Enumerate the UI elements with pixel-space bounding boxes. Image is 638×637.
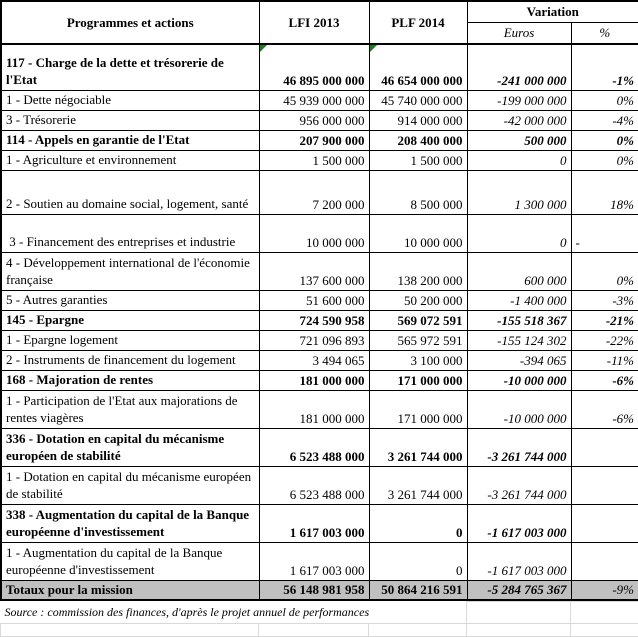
- lfi-2013-cell: 181 000 000: [259, 390, 369, 428]
- programme-label-cell: 1 - Augmentation du capital de la Banque européenne d'investissement: [1, 542, 259, 580]
- plf-2014-cell: 8 500 000: [369, 170, 467, 214]
- table-header: [1, 1, 638, 44]
- table-row: [1, 330, 638, 350]
- variation-euros-cell: -1 617 003 000: [467, 504, 571, 542]
- table-row: [1, 310, 638, 330]
- plf-2014-cell: 171 000 000: [369, 390, 467, 428]
- programme-label-cell: 114 - Appels en garantie de l'Etat: [1, 130, 259, 150]
- table-row: [1, 90, 638, 110]
- variation-pct-cell: -6%: [571, 390, 638, 428]
- variation-pct-cell: [571, 504, 638, 542]
- excel-error-marker-icon: [260, 45, 267, 52]
- col-header-pct: %: [571, 23, 638, 45]
- programme-label-cell: 1 - Epargne logement: [1, 330, 259, 350]
- programme-label-cell: 145 - Epargne: [1, 310, 259, 330]
- programme-label-cell: 5 - Autres garanties: [1, 290, 259, 310]
- programme-label-cell: 1 - Participation de l'Etat aux majorations de rentes viagères: [1, 390, 259, 428]
- plf-2014-cell: 565 972 591: [369, 330, 467, 350]
- plf-2014-cell: 1 500 000: [369, 150, 467, 170]
- variation-euros-cell: -5 284 765 367: [467, 580, 571, 600]
- variation-pct-cell: -: [571, 214, 638, 252]
- variation-euros-cell: 600 000: [467, 252, 571, 290]
- lfi-2013-cell: 46 895 000 000: [259, 44, 369, 90]
- plf-2014-cell: 3 100 000: [369, 350, 467, 370]
- plf-2014-cell: 171 000 000: [369, 370, 467, 390]
- plf-2014-cell: 50 200 000: [369, 290, 467, 310]
- programme-label-cell: 338 - Augmentation du capital de la Banque européenne d'investissement: [1, 504, 259, 542]
- programme-label-cell: 4 - Développement international de l'économie française: [1, 252, 259, 290]
- source-note: Source : commission des finances, d'après le projet annuel de performances: [1, 602, 467, 624]
- lfi-2013-cell: 6 523 488 000: [259, 428, 369, 466]
- table-row: [1, 542, 638, 580]
- variation-euros-cell: -3 261 744 000: [467, 428, 571, 466]
- empty-cell: [467, 602, 571, 624]
- programme-label-cell: 2 - Soutien au domaine social, logement, santé: [1, 170, 259, 214]
- lfi-2013-cell: 51 600 000: [259, 290, 369, 310]
- table-row: [1, 252, 638, 290]
- table-row: [1, 290, 638, 310]
- programme-label-cell: 2 - Instruments de financement du logement: [1, 350, 259, 370]
- variation-euros-cell: -10 000 000: [467, 370, 571, 390]
- col-header-euros: Euros: [467, 23, 571, 45]
- empty-cell: [467, 624, 571, 637]
- variation-pct-cell: [571, 542, 638, 580]
- lfi-2013-cell: 10 000 000: [259, 214, 369, 252]
- table-row: [1, 466, 638, 504]
- table-row: [1, 370, 638, 390]
- variation-pct-cell: [571, 466, 638, 504]
- lfi-2013-cell: 1 500 000: [259, 150, 369, 170]
- lfi-2013-cell: 56 148 981 958: [259, 580, 369, 600]
- programme-label-cell: 3 - Financement des entreprises et industrie: [1, 214, 259, 252]
- col-header-plf-2014: PLF 2014: [369, 1, 467, 44]
- plf-2014-cell: 138 200 000: [369, 252, 467, 290]
- variation-pct-cell: -1%: [571, 44, 638, 90]
- col-header-variation: Variation: [467, 1, 638, 23]
- excel-error-marker-icon: [370, 45, 377, 52]
- lfi-2013-cell: 956 000 000: [259, 110, 369, 130]
- lfi-2013-cell: 3 494 065: [259, 350, 369, 370]
- plf-2014-cell: 0: [369, 504, 467, 542]
- programme-label-cell: 1 - Agriculture et environnement: [1, 150, 259, 170]
- table-row: [1, 110, 638, 130]
- table-footer: [0, 601, 638, 637]
- lfi-2013-cell: 181 000 000: [259, 370, 369, 390]
- lfi-2013-cell: 1 617 003 000: [259, 542, 369, 580]
- table-row: [1, 350, 638, 370]
- variation-pct-cell: 0%: [571, 252, 638, 290]
- programme-label-cell: 117 - Charge de la dette et trésorerie de l'Etat: [1, 44, 259, 90]
- variation-euros-cell: -241 000 000: [467, 44, 571, 90]
- lfi-2013-cell: 207 900 000: [259, 130, 369, 150]
- lfi-2013-cell: 6 523 488 000: [259, 466, 369, 504]
- table-row: [1, 44, 638, 90]
- empty-cell: [571, 602, 638, 624]
- lfi-2013-cell: 721 096 893: [259, 330, 369, 350]
- variation-pct-cell: 0%: [571, 150, 638, 170]
- programme-label-cell: 1 - Dette négociable: [1, 90, 259, 110]
- lfi-2013-cell: 137 600 000: [259, 252, 369, 290]
- programme-label-cell: 336 - Dotation en capital du mécanisme européen de stabilité: [1, 428, 259, 466]
- plf-2014-cell: 3 261 744 000: [369, 428, 467, 466]
- lfi-2013-cell: 7 200 000: [259, 170, 369, 214]
- programme-label-cell: Totaux pour la mission: [1, 580, 259, 600]
- table-row: [1, 504, 638, 542]
- variation-euros-cell: -1 400 000: [467, 290, 571, 310]
- table-row: [1, 170, 638, 214]
- variation-euros-cell: 0: [467, 214, 571, 252]
- lfi-2013-cell: 1 617 003 000: [259, 504, 369, 542]
- variation-pct-cell: 0%: [571, 90, 638, 110]
- empty-cell: [1, 624, 259, 637]
- variation-euros-cell: 500 000: [467, 130, 571, 150]
- variation-pct-cell: [571, 428, 638, 466]
- variation-euros-cell: -10 000 000: [467, 390, 571, 428]
- empty-cell: [259, 624, 369, 637]
- plf-2014-cell: 208 400 000: [369, 130, 467, 150]
- plf-2014-cell: 3 261 744 000: [369, 466, 467, 504]
- variation-euros-cell: -155 124 302: [467, 330, 571, 350]
- plf-2014-cell: 569 072 591: [369, 310, 467, 330]
- plf-2014-cell: 0: [369, 542, 467, 580]
- col-header-lfi-2013: LFI 2013: [259, 1, 369, 44]
- variation-pct-cell: -22%: [571, 330, 638, 350]
- plf-2014-cell: 46 654 000 000: [369, 44, 467, 90]
- plf-2014-cell: 50 864 216 591: [369, 580, 467, 600]
- table-row: [1, 390, 638, 428]
- empty-cell: [369, 624, 467, 637]
- variation-pct-cell: -21%: [571, 310, 638, 330]
- variation-euros-cell: -1 617 003 000: [467, 542, 571, 580]
- table-row: [1, 130, 638, 150]
- variation-pct-cell: -6%: [571, 370, 638, 390]
- variation-euros-cell: -42 000 000: [467, 110, 571, 130]
- variation-pct-cell: -9%: [571, 580, 638, 600]
- variation-pct-cell: -3%: [571, 290, 638, 310]
- table-row: [1, 580, 638, 600]
- plf-2014-cell: 10 000 000: [369, 214, 467, 252]
- programme-label-cell: 3 - Trésorerie: [1, 110, 259, 130]
- variation-euros-cell: -3 261 744 000: [467, 466, 571, 504]
- col-header-programmes: Programmes et actions: [1, 1, 259, 44]
- variation-pct-cell: 0%: [571, 130, 638, 150]
- variation-pct-cell: -4%: [571, 110, 638, 130]
- plf-2014-cell: 45 740 000 000: [369, 90, 467, 110]
- variation-euros-cell: -199 000 000: [467, 90, 571, 110]
- programme-label-cell: 168 - Majoration de rentes: [1, 370, 259, 390]
- table-row: [1, 428, 638, 466]
- plf-2014-cell: 914 000 000: [369, 110, 467, 130]
- variation-pct-cell: 18%: [571, 170, 638, 214]
- lfi-2013-cell: 45 939 000 000: [259, 90, 369, 110]
- variation-euros-cell: 1 300 000: [467, 170, 571, 214]
- programme-label-cell: 1 - Dotation en capital du mécanisme européen de stabilité: [1, 466, 259, 504]
- variation-euros-cell: 0: [467, 150, 571, 170]
- variation-euros-cell: -394 065: [467, 350, 571, 370]
- table-row: [1, 150, 638, 170]
- empty-cell: [571, 624, 638, 637]
- table-row: [1, 214, 638, 252]
- variation-pct-cell: -11%: [571, 350, 638, 370]
- variation-euros-cell: -155 518 367: [467, 310, 571, 330]
- lfi-2013-cell: 724 590 958: [259, 310, 369, 330]
